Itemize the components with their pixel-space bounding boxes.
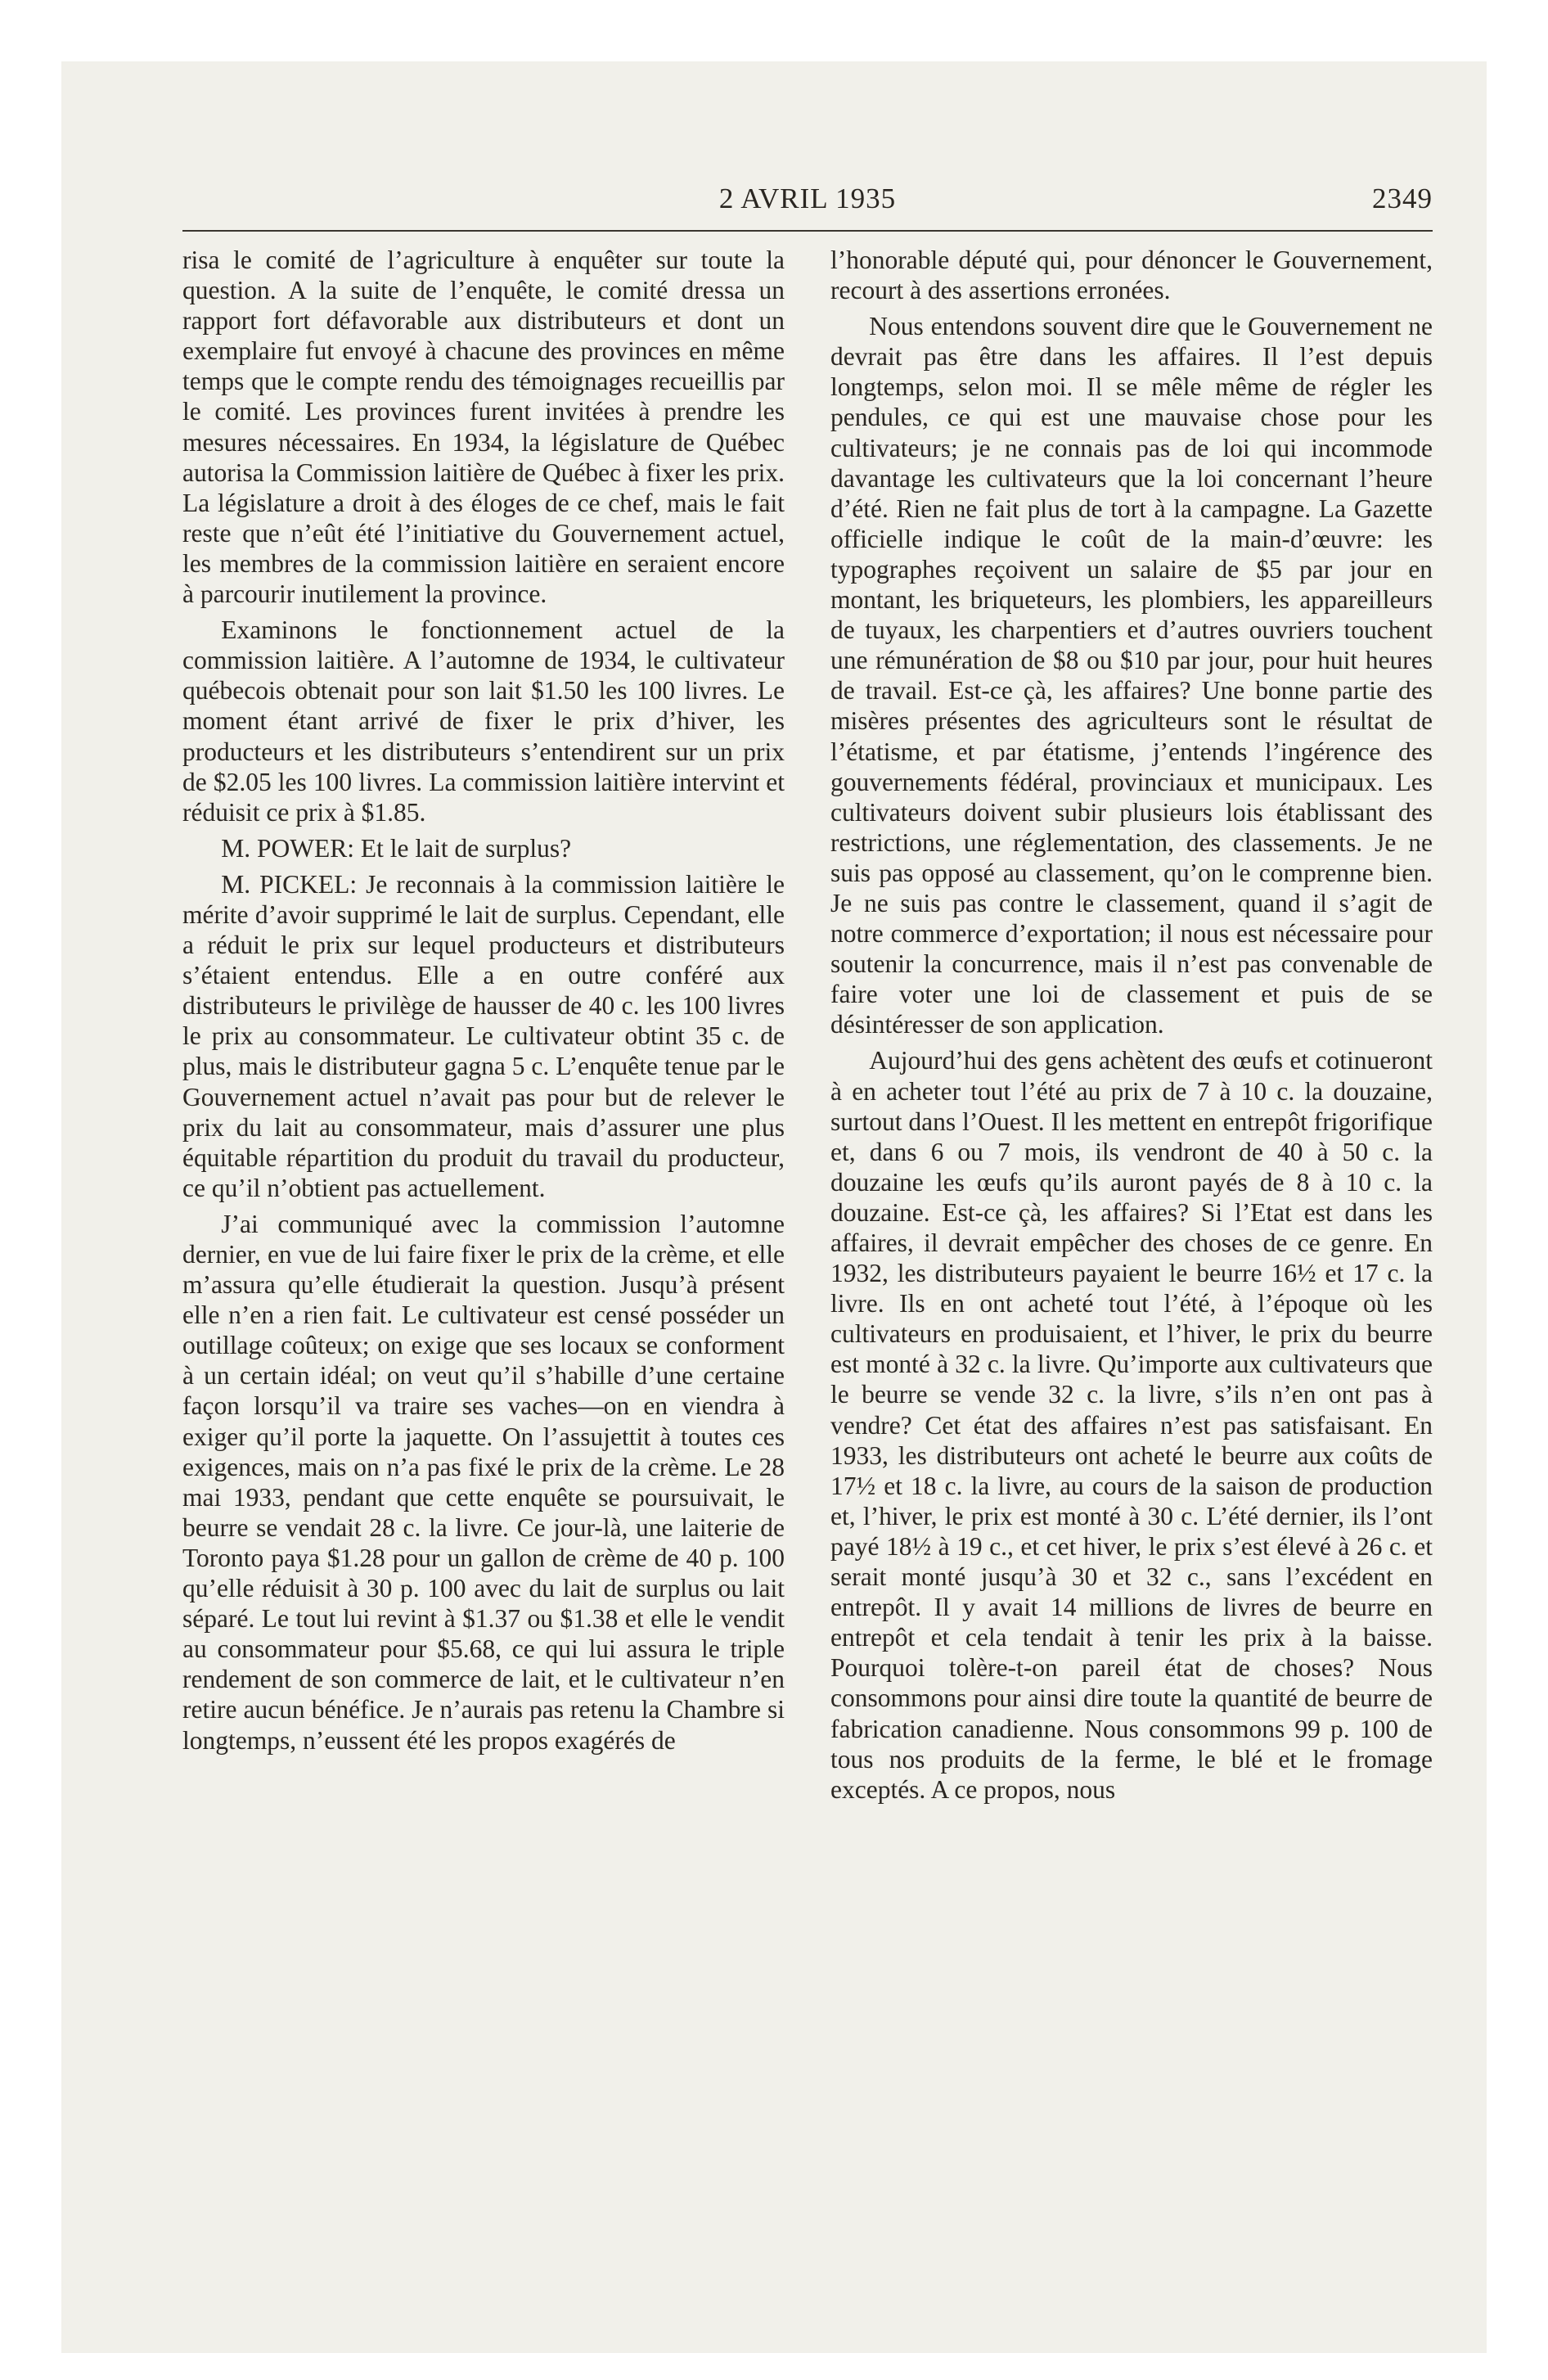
scanned-page [61,61,1487,2353]
paragraph: risa le comité de l’agriculture à enquêter sur toute la question. A la suite de l’enquête, le comité dressa un rapport fort défavorable aux distributeurs et dont un exemplaire fut envoyé à chacune des provinces en même temps que le compte rendu des témoignages recueillis par le comité. Les provinces furent invitées à prendre les mesures nécessaires. En 1934, la législature de Québec autorisa la Commission laitière de Québec à fixer les prix. La législature a droit à des éloges de ce chef, mais le fait reste que n’eût été l’initiative du Gouvernement actuel, les membres de la commission laitière en seraient encore à parcourir inutilement la province. [182,246,785,609]
paragraph: M. PICKEL: Je reconnais à la commission laitière le mérite d’avoir supprimé le lait de surplus. Cependant, elle a réduit le prix sur lequel producteurs et distributeurs s’étaient entendus. Elle a en outre conféré aux distributeurs le privilège de hausser de 40 c. les 100 livres le prix au consommateur. Le cultivateur obtint 35 c. de plus, mais le distributeur gagna 5 c. L’enquête tenue par le Gouvernement actuel n’avait pas pour but de relever le prix du lait au consommateur, mais d’assurer une plus équitable répartition du produit du travail du producteur, ce qu’il n’obtient pas actuellement. [182,869,785,1202]
paragraph: M. POWER: Et le lait de surplus? [221,833,572,863]
paragraph: Aujourd’hui des gens achètent des œufs et cotinueront à en acheter tout l’été au prix de 7 à 10 c. la douzaine, surtout dans l’Ouest. Il les mettent en entrepôt frigorifique et, dans 6 ou 7 mois, ils vendront de 40 à 50 c. la douzaine les œufs qu’ils auront payés de 8 à 10 c. la douzaine. Est-ce çà, les affaires? Si l’Etat est dans les affaires, il devrait empêcher des choses de ce genre. En 1932, les distributeurs payaient le beurre 16½ et 17 c. la livre. Ils en ont acheté tout l’été, à l’époque où les cultivateurs en produisaient, et l’hiver, le prix du beurre est monté à 32 c. la livre. Qu’importe aux cultivateurs que le beurre se vende 32 c. la livre, s’ils n’en ont pas à vendre? Cet état des affaires n’est pas satisfaisant. En 1933, les distributeurs ont acheté le beurre aux coûts de 17½ et 18 c. la livre, au cours de la saison de production et, l’hiver, le prix est monté à 30 c. L’été dernier, ils l’ont payé 18½ à 19 c., et cet hiver, le prix s’est élevé à 26 c. et serait monté jusqu’à 30 et 32 c., sans l’excédent en entrepôt. Il y avait 14 millions de livres de beurre en entrepôt et cela tendait à tenir les prix à la baisse. Pourquoi tolère-t-on pareil état de choses? Nous consommons pour ainsi dire toute la quantité de beurre de fabrication canadienne. Nous consommons 99 p. 100 de tous nos produits de la ferme, le blé et le fromage exceptés. A ce propos, nous [830,1046,1433,1804]
left-column [182,245,785,1805]
paragraph: Examinons le fonctionnement actuel de la commission laitière. A l’automne de 1934, le cultivateur québecois obtenait pour son lait $1.50 les 100 livres. Le moment étant arrivé de fixer le prix d’hiver, les producteurs et les distributeurs s’entendirent sur un prix de $2.05 les 100 livres. La commission laitière intervint et réduisit ce prix à $1.85. [182,615,785,827]
paragraph: J’ai communiqué avec la commission l’automne dernier, en vue de lui faire fixer le prix de la crème, et elle m’assura qu’elle étudierait la question. Jusqu’à présent elle n’en a rien fait. Le cultivateur est censé posséder un outillage coûteux; on exige que ses locaux se conforment à un certain idéal; on veut qu’il s’habille d’une certaine façon lorsqu’il va traire ses vaches—on en viendra à exiger qu’il porte la jaquette. On l’assujettit à toutes ces exigences, mais on n’a pas fixé le prix de la crème. Le 28 mai 1933, pendant que cette enquête se poursuivait, le beurre se vendait 28 c. la livre. Ce jour-là, une laiterie de Toronto paya $1.28 pour un gallon de crème de 40 p. 100 qu’elle réduisit à 30 p. 100 avec du lait de surplus ou lait séparé. Le tout lui revint à $1.37 ou $1.38 et elle le vendit au consommateur pour $5.68, ce qui lui assura le triple rendement de son commerce de lait, et le cultivateur n’en retire aucun bénéfice. Je n’aurais pas retenu la Chambre si longtemps, n’eussent été les propos exagérés de [182,1209,785,1755]
header-date: 2 AVRIL 1935 [718,183,897,214]
right-column [830,245,1433,1805]
page-number: 2349 [1372,183,1433,214]
header-rule [182,230,1433,232]
paragraph: Nous entendons souvent dire que le Gouvernement ne devrait pas être dans les affaires. Il l’est depuis longtemps, selon moi. Il se mêle même de régler les pendules, ce qui est une mauvaise chose pour les cultivateurs; je ne connais pas de loi qui incommode davantage les cultivateurs que la loi concernant l’heure d’été. Rien ne fait plus de tort à la campagne. La Gazette officielle indique le coût de la main-d’œuvre: les typographes reçoivent un salaire de $5 par jour en montant, les briqueteurs, les plombiers, les appareilleurs de tuyaux, les charpentiers et d’autres ouvriers touchent une rémunération de $8 ou $10 par jour, pour huit heures de travail. Est-ce çà, les affaires? Une bonne partie des misères présentes des agriculteurs sont le résultat de l’étatisme, et par étatisme, j’entends l’ingérence des gouvernements fédéral, provinciaux et municipaux. Les cultivateurs doivent subir plusieurs lois établissant des restrictions, une réglementation, des classements. Je ne suis pas opposé au classement, qu’on le comprenne bien. Je ne suis pas contre le classement, quand il s’agit de notre commerce d’exportation; il nous est nécessaire pour soutenir la concurrence, mais il n’est pas convenable de faire voter une loi de classement et puis de se désintéresser de son application. [830,312,1433,1039]
paragraph: l’honorable député qui, pour dénoncer le Gouvernement, recourt à des assertions erronées. [830,246,1433,305]
two-column-body [182,245,1433,1805]
document-page [182,176,1433,2271]
page-header [182,176,1433,222]
